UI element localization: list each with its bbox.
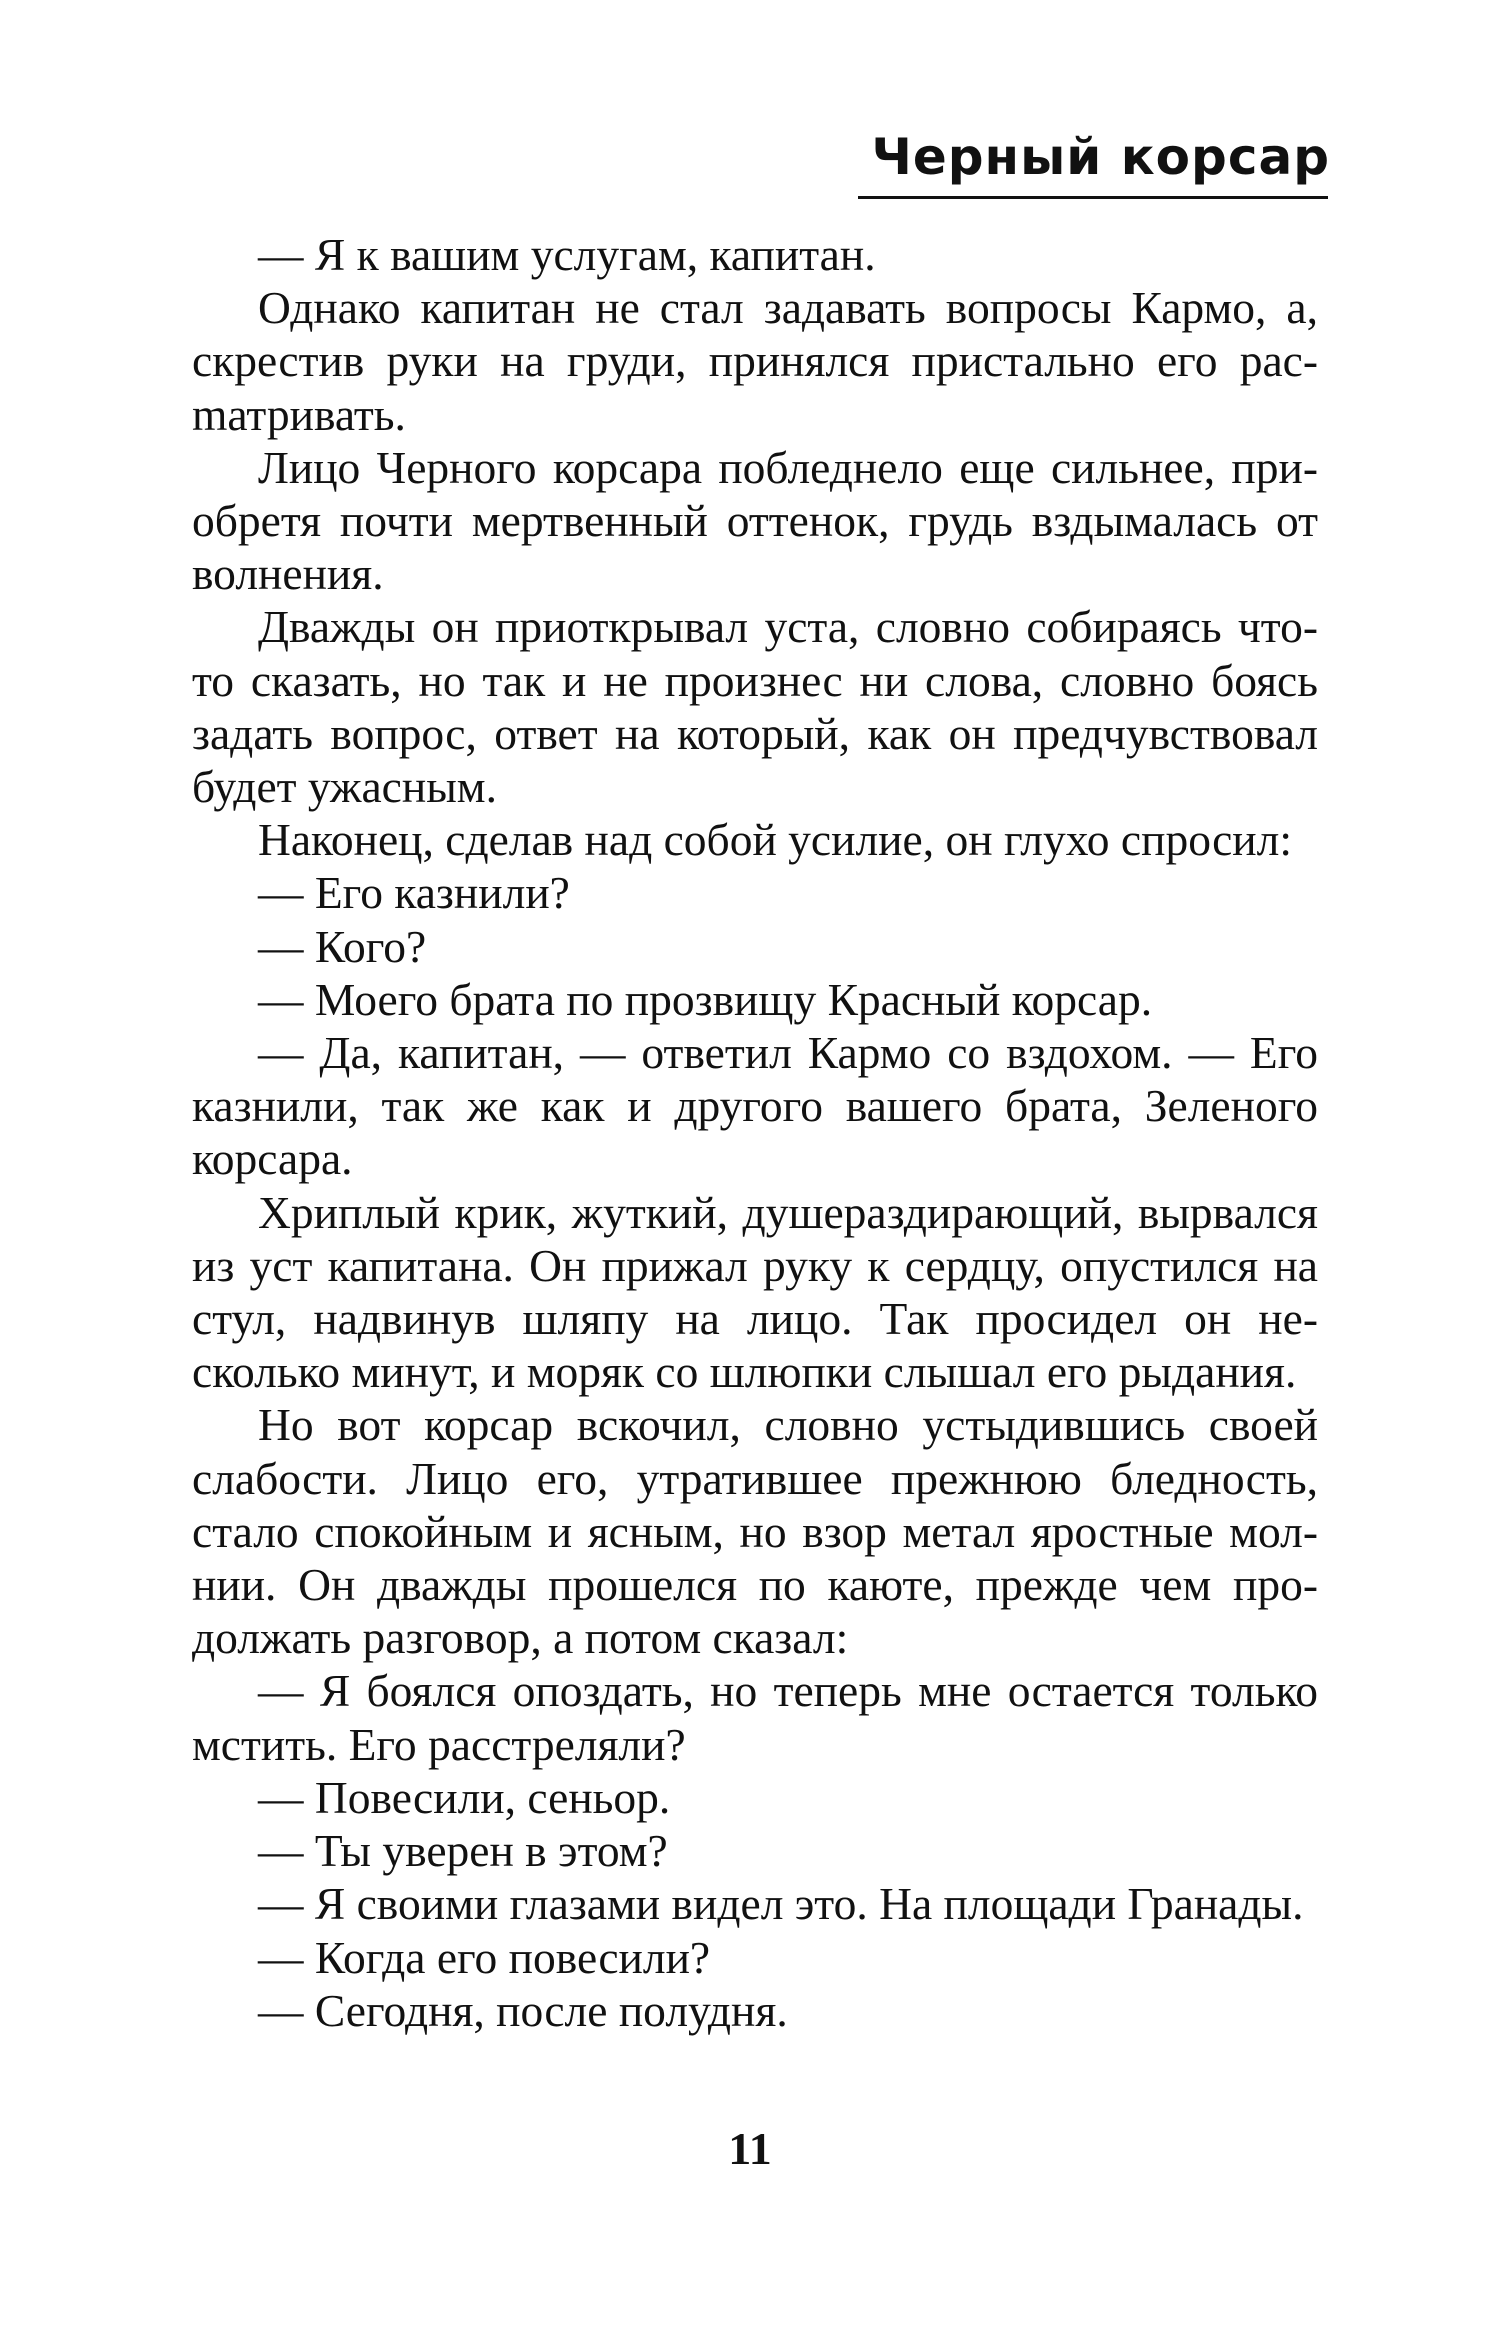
running-head-title: Черный корсар — [871, 128, 1330, 186]
paragraph: — Когда его повесили? — [258, 1931, 711, 1983]
paragraph: Дважды он приоткрывал уста, словно собираясь что-то сказать, но так и не произнес ни слова, словно боясь задать вопрос, ответ на который, как он предчувствовал будет ужасным. — [192, 601, 1318, 813]
header-rule — [858, 196, 1328, 199]
paragraph: — Кого? — [258, 920, 427, 972]
paragraph: Однако капитан не стал задавать вопросы Кармо, а, скрестив руки на груди, принялся пристально его расmатривать. — [192, 282, 1318, 440]
paragraph: — Моего брата по прозвищу Красный корсар. — [258, 973, 1153, 1025]
page-number: 11 — [728, 2123, 772, 2174]
body-text — [192, 228, 1318, 2037]
paragraph: — Его казнили? — [258, 867, 570, 919]
paragraph: — Я к вашим услугам, капитан. — [258, 229, 876, 280]
paragraph: — Ты уверен в этом? — [258, 1825, 668, 1877]
paragraph: — Я боялся опоздать, но теперь мне остается только мстить. Его расстреляли? — [192, 1665, 1318, 1770]
paragraph: — Повесили, сеньор. — [258, 1771, 671, 1823]
paragraph: — Да, капитан, — ответил Кармо со вздохом. — Его казнили, так же как и другого вашего брата, Зеленого корсара. — [192, 1027, 1318, 1185]
paragraph: Лицо Черного корсара побледнело еще сильнее, приобретя почти мертвенный оттенок, грудь вздымалась от волнения. — [192, 441, 1318, 600]
paragraph: — Я своими глазами видел это. На площади Гранады. — [258, 1878, 1304, 1930]
paragraph: — Сегодня, после полудня. — [258, 1984, 788, 2036]
paragraph: Но вот корсар вскочил, словно устыдившись своей слабости. Лицо его, утратившее прежнюю бледность, стало спокойным и ясным, но взор метал яростные молнии. Он дважды прошелся по каюте, прежде чем продолжать разговор, а потом сказал: — [192, 1399, 1318, 1664]
paragraph: Наконец, сделав над собой усилие, он глухо спросил: — [258, 814, 1292, 866]
paragraph: Хриплый крик, жуткий, душераздирающий, вырвался из уст капитана. Он прижал руку к сердцу, опустился на стул, надвинув шляпу на лицо. Так просидел он несколько минут, и моряк со шлюпки слышал его рыдания. — [192, 1186, 1318, 1398]
